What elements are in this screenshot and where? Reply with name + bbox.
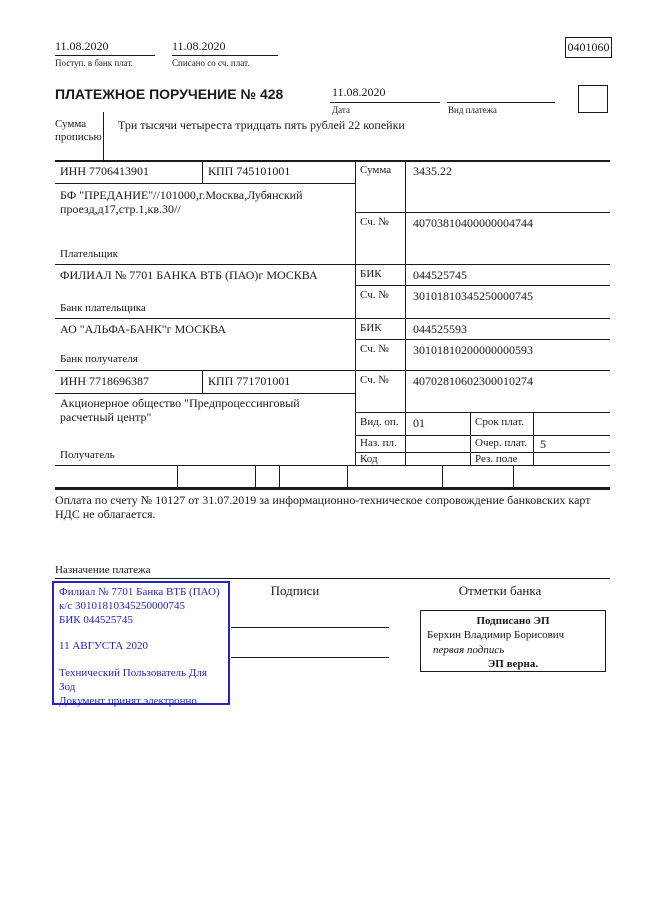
payment-purpose-text: Оплата по счету № 10127 от 31.07.2019 за информационно-техническое сопровождение банковских карт НДС не облагается. <box>55 493 591 522</box>
payment-purpose-label: Назначение платежа <box>55 564 151 576</box>
amount-words-divider <box>103 112 104 160</box>
purpose-section-border <box>55 578 610 579</box>
ocher-plat-value: 5 <box>540 437 546 451</box>
vid-op-value: 01 <box>413 416 425 430</box>
stamp-date: 11 АВГУСТА 2020 <box>59 639 148 652</box>
tax-strip-divider <box>513 465 514 487</box>
ep-verified-text: ЭП верна. <box>487 657 539 670</box>
payee-name: Акционерное общество "Предпроцессинговый расчетный центр" <box>60 396 300 425</box>
grid-line <box>533 412 534 465</box>
debited-from-account-date: 11.08.2020 <box>172 39 226 53</box>
payee-bank-bik: 044525593 <box>413 322 467 336</box>
payer-kpp: КПП 745101001 <box>208 164 291 178</box>
tax-strip-divider <box>442 465 443 487</box>
date-label: Дата <box>332 105 350 115</box>
sum-value: 3435.22 <box>413 164 452 178</box>
grid-line <box>405 160 406 465</box>
form-code: 0401060 <box>567 40 610 54</box>
form-code-box <box>565 37 612 58</box>
grid-line <box>355 412 610 413</box>
grid-line <box>55 318 610 319</box>
stamp-user: Технический Пользователь Для Зод <box>59 666 207 693</box>
payee-bank-label: Банк получателя <box>60 353 138 365</box>
grid-line <box>355 160 356 465</box>
table-top-border <box>55 160 610 162</box>
document-title: ПЛАТЕЖНОЕ ПОРУЧЕНИЕ № 428 <box>55 86 284 102</box>
payer-account-label: Сч. № <box>360 216 389 228</box>
payer-name: БФ "ПРЕДАНИЕ"//101000,г.Москва,Лубянский проезд,д17,стр.1,кв.30// <box>60 188 303 217</box>
grid-line <box>55 465 610 466</box>
signed-ep-title: Подписано ЭП <box>476 615 550 627</box>
payee-kpp: КПП 771701001 <box>208 374 291 388</box>
payee-bank-account: 30101810200000000593 <box>413 343 533 357</box>
received-in-bank-label: Поступ. в банк плат. <box>55 58 133 68</box>
payer-bank-bik: 044525745 <box>413 268 467 282</box>
naz-pl-label: Наз. пл. <box>360 437 397 449</box>
grid-line <box>355 285 610 286</box>
payer-bank-account: 30101810345250000745 <box>413 289 533 303</box>
amount-words-value: Три тысячи четыреста тридцать пять рублей 22 копейки <box>118 118 405 132</box>
tax-strip-divider <box>177 465 178 487</box>
payer-bank-label: Банк плательщика <box>60 302 146 314</box>
stamp-bank-name: Филиал № 7701 Банка ВТБ (ПАО) <box>59 586 220 598</box>
payer-label: Плательщик <box>60 248 118 260</box>
signature-line-1 <box>231 627 389 628</box>
document-date: 11.08.2020 <box>332 85 386 99</box>
payer-inn: ИНН 7706413901 <box>60 164 149 178</box>
grid-line <box>355 212 610 213</box>
payer-bank-bik-label: БИК <box>360 268 382 280</box>
signature-role: первая подпись <box>433 643 505 656</box>
debited-date-underline <box>172 55 278 56</box>
rez-pole-label: Рез. поле <box>475 453 518 465</box>
debited-from-account-label: Списано со сч. плат. <box>172 58 250 68</box>
stamp-corr-account: к/с 30101810345250000745 <box>59 599 186 612</box>
grid-line <box>55 393 355 394</box>
bank-stamp-box <box>52 581 230 705</box>
grid-line <box>55 183 355 184</box>
payment-type-checkbox <box>578 85 608 113</box>
grid-line <box>55 264 610 265</box>
signature-line-2 <box>231 657 389 658</box>
grid-line <box>470 412 471 465</box>
received-date-underline <box>55 55 155 56</box>
payee-account-label: Сч. № <box>360 374 389 386</box>
payee-bank-bik-label: БИК <box>360 322 382 334</box>
srok-plat-label: Срок плат. <box>475 416 525 428</box>
signatures-label: Подписи <box>270 583 320 598</box>
payer-bank-name: ФИЛИАЛ № 7701 БАНКА ВТБ (ПАО)г МОСКВА <box>60 268 318 282</box>
amount-words-label: Сумма прописью <box>55 118 102 144</box>
stamp-bik: БИК 044525745 <box>59 613 133 626</box>
payment-type-label: Вид платежа <box>448 105 497 115</box>
stamp-accepted: Документ принят электронно <box>59 694 197 707</box>
tax-strip-divider <box>347 465 348 487</box>
payer-account-value: 40703810400000004744 <box>413 216 533 230</box>
tax-strip-divider <box>279 465 280 487</box>
grid-line <box>202 160 203 183</box>
grid-line <box>355 435 610 436</box>
table-bottom-border <box>55 487 610 490</box>
payee-bank-account-label: Сч. № <box>360 343 389 355</box>
kod-label: Код <box>360 453 378 465</box>
ocher-plat-label: Очер. плат. <box>475 437 528 449</box>
payee-label: Получатель <box>60 449 115 461</box>
sum-label: Сумма <box>360 164 392 176</box>
payee-inn: ИНН 7718696387 <box>60 374 149 388</box>
received-in-bank-date: 11.08.2020 <box>55 39 109 53</box>
grid-line <box>55 370 610 371</box>
date-underline <box>330 102 440 103</box>
vid-op-label: Вид. оп. <box>360 416 399 428</box>
payee-account: 40702810602300010274 <box>413 374 533 388</box>
payee-bank-name: АО "АЛЬФА-БАНК"г МОСКВА <box>60 322 227 336</box>
payment-type-underline <box>447 102 555 103</box>
grid-line <box>202 370 203 393</box>
electronic-signature-box <box>420 610 606 672</box>
bank-marks-label: Отметки банка <box>458 583 542 598</box>
payer-bank-account-label: Сч. № <box>360 289 389 301</box>
tax-strip-divider <box>255 465 256 487</box>
grid-line <box>355 339 610 340</box>
signer-name: Берхин Владимир Борисович <box>427 629 565 642</box>
